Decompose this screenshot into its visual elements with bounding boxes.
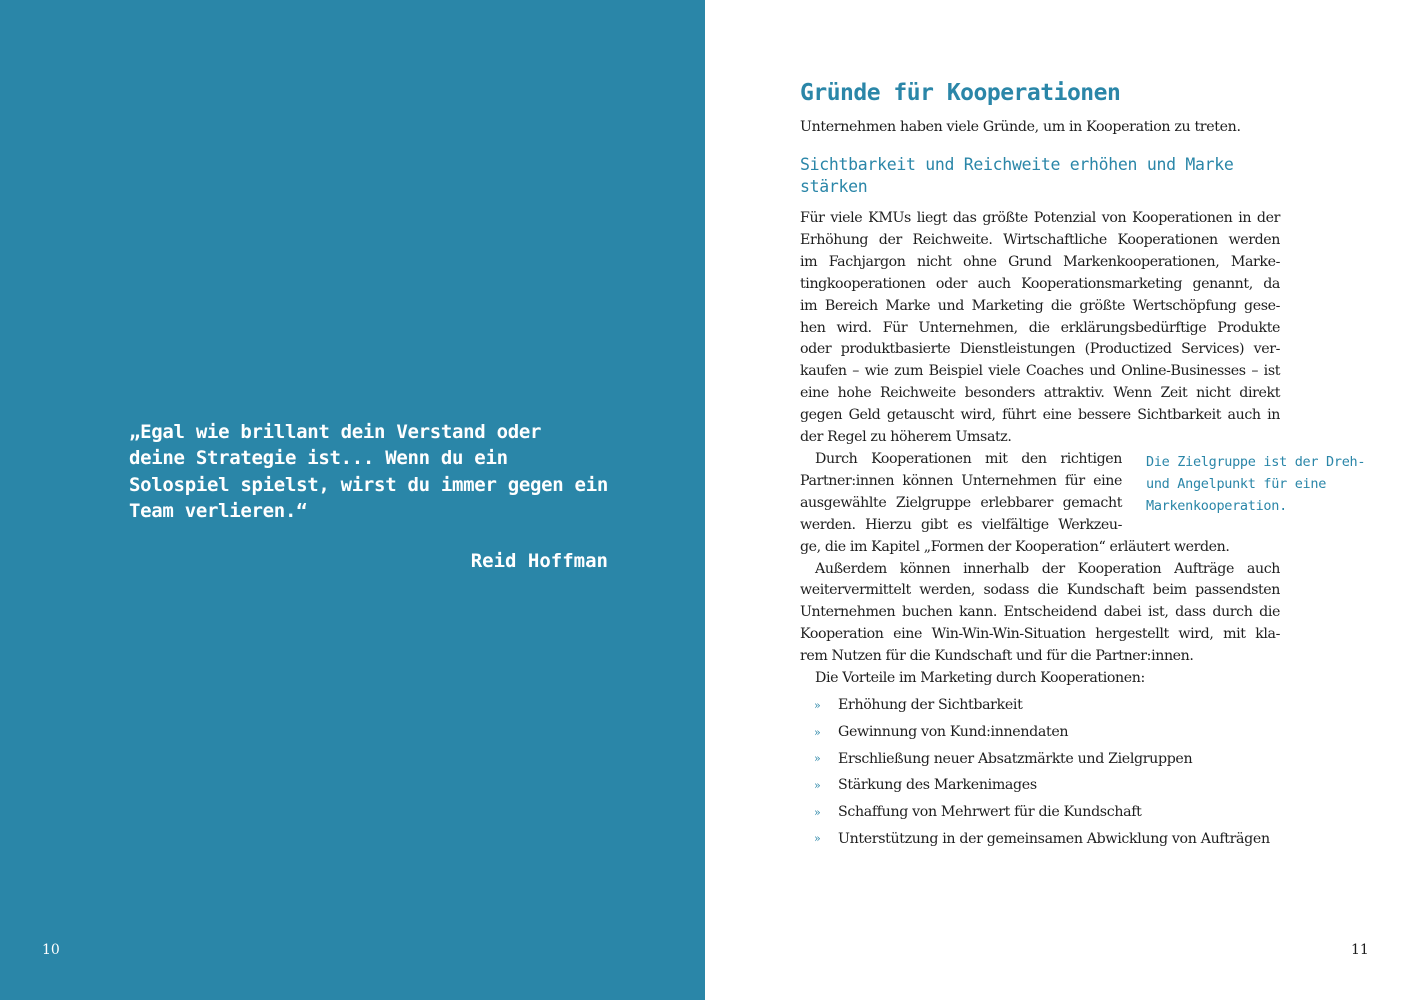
bullet-icon: » xyxy=(814,752,821,766)
text-line: Für viele KMUs liegt das größte Potenzial von Kooperationen in der xyxy=(800,210,1280,226)
quote-line: Team verlieren.“ xyxy=(129,499,308,522)
list-item xyxy=(814,825,1270,852)
text-line: oder produktbasierte Dienstleistungen (Productized Services) ver- xyxy=(800,341,1280,358)
list-item xyxy=(814,799,1270,826)
bullet-icon: » xyxy=(814,698,821,712)
quote-line: Solospiel spielst, wirst du immer gegen ein xyxy=(129,473,608,496)
text-line: Erhöhung der Reichweite. Wirtschaftliche Kooperationen werden xyxy=(800,231,1280,248)
quote-author: Reid Hoffman xyxy=(470,550,608,572)
text-line: im Bereich Marke und Marketing die größte Wertschöpfung gese- xyxy=(800,297,1280,314)
list-item xyxy=(814,772,1270,799)
bullet-icon: » xyxy=(814,805,821,819)
text-line: ausgewählte Zielgruppe erlebbarer gemacht xyxy=(800,494,1122,511)
text-line: gegen Geld getauscht wird, führt eine bessere Sichtbarkeit auch in xyxy=(800,407,1280,424)
text-line: rem Nutzen für die Kundschaft und für die Partner:innen. xyxy=(800,648,1194,665)
bullet-icon: » xyxy=(814,778,821,792)
list-item-label: Stärkung des Markenimages xyxy=(838,777,1037,794)
text-line: werden. Hierzu gibt es vielfältige Werkzeu- xyxy=(800,516,1122,533)
text-line: Unternehmen buchen kann. Entscheidend dabei ist, dass durch die xyxy=(800,604,1280,621)
list-item xyxy=(814,692,1270,719)
text-line: tingkooperationen oder auch Kooperationsmarketing genannt, da xyxy=(800,275,1280,292)
text-line: kaufen – wie zum Beispiel viele Coaches und Online-Businesses – ist xyxy=(800,363,1280,380)
list-item-label: Gewinnung von Kund:innendaten xyxy=(838,724,1069,741)
section-heading: Sichtbarkeit und Reichweite erhöhen und Marke stärken xyxy=(800,155,1234,196)
list-intro: Die Vorteile im Marketing durch Kooperationen: xyxy=(815,670,1145,687)
list-item-label: Erschließung neuer Absatzmärkte und Zielgruppen xyxy=(838,750,1193,767)
text-line: weitervermittelt werden, sodass die Kundschaft beim passendsten xyxy=(800,582,1280,599)
text-line: Außerdem können innerhalb der Kooperation Aufträge auch xyxy=(815,560,1280,577)
text-line: ge, die im Kapitel „Formen der Kooperation“ erläutert werden. xyxy=(800,538,1230,555)
text-line: der Regel zu höherem Umsatz. xyxy=(800,429,1012,446)
page-title: Gründe für Kooperationen xyxy=(800,80,1121,106)
quote xyxy=(129,419,619,524)
text-line: eine hohe Reichweite besonders attraktiv. Wenn Zeit nicht direkt xyxy=(800,385,1280,402)
list-item-label: Schaffung von Mehrwert für die Kundschaft xyxy=(838,804,1142,821)
bullet-icon: » xyxy=(814,832,821,846)
list-item-label: Erhöhung der Sichtbarkeit xyxy=(838,697,1023,714)
text-line: Durch Kooperationen mit den richtigen xyxy=(815,450,1122,467)
page-number-right: 11 xyxy=(1351,942,1369,958)
sidenote: Die Zielgruppe ist der Dreh- und Angelpunkt für eine Markenkooperation. xyxy=(1146,454,1366,514)
bullet-icon: » xyxy=(814,725,821,739)
text-line: Kooperation eine Win-Win-Win-Situation hergestellt wird, mit kla- xyxy=(800,626,1280,643)
text-line: hen wird. Für Unternehmen, die erklärungsbedürftige Produkte xyxy=(800,319,1280,336)
list-item-label: Unterstützung in der gemeinsamen Abwicklung von Aufträgen xyxy=(838,830,1270,847)
benefits-list xyxy=(814,692,1270,852)
list-item xyxy=(814,719,1270,746)
quote-line: deine Strategie ist... Wenn du ein xyxy=(129,447,508,470)
text-line: im Fachjargon nicht ohne Grund Markenkooperationen, Marke- xyxy=(800,253,1280,270)
intro-text: Unternehmen haben viele Gründe, um in Kooperation zu treten. xyxy=(800,119,1241,135)
quote-line: „Egal wie brillant dein Verstand oder xyxy=(129,421,542,443)
body-text xyxy=(800,208,1280,690)
text-line: Partner:innen können Unternehmen für eine xyxy=(800,472,1122,489)
page-number-left: 10 xyxy=(42,942,60,958)
list-item xyxy=(814,745,1270,772)
